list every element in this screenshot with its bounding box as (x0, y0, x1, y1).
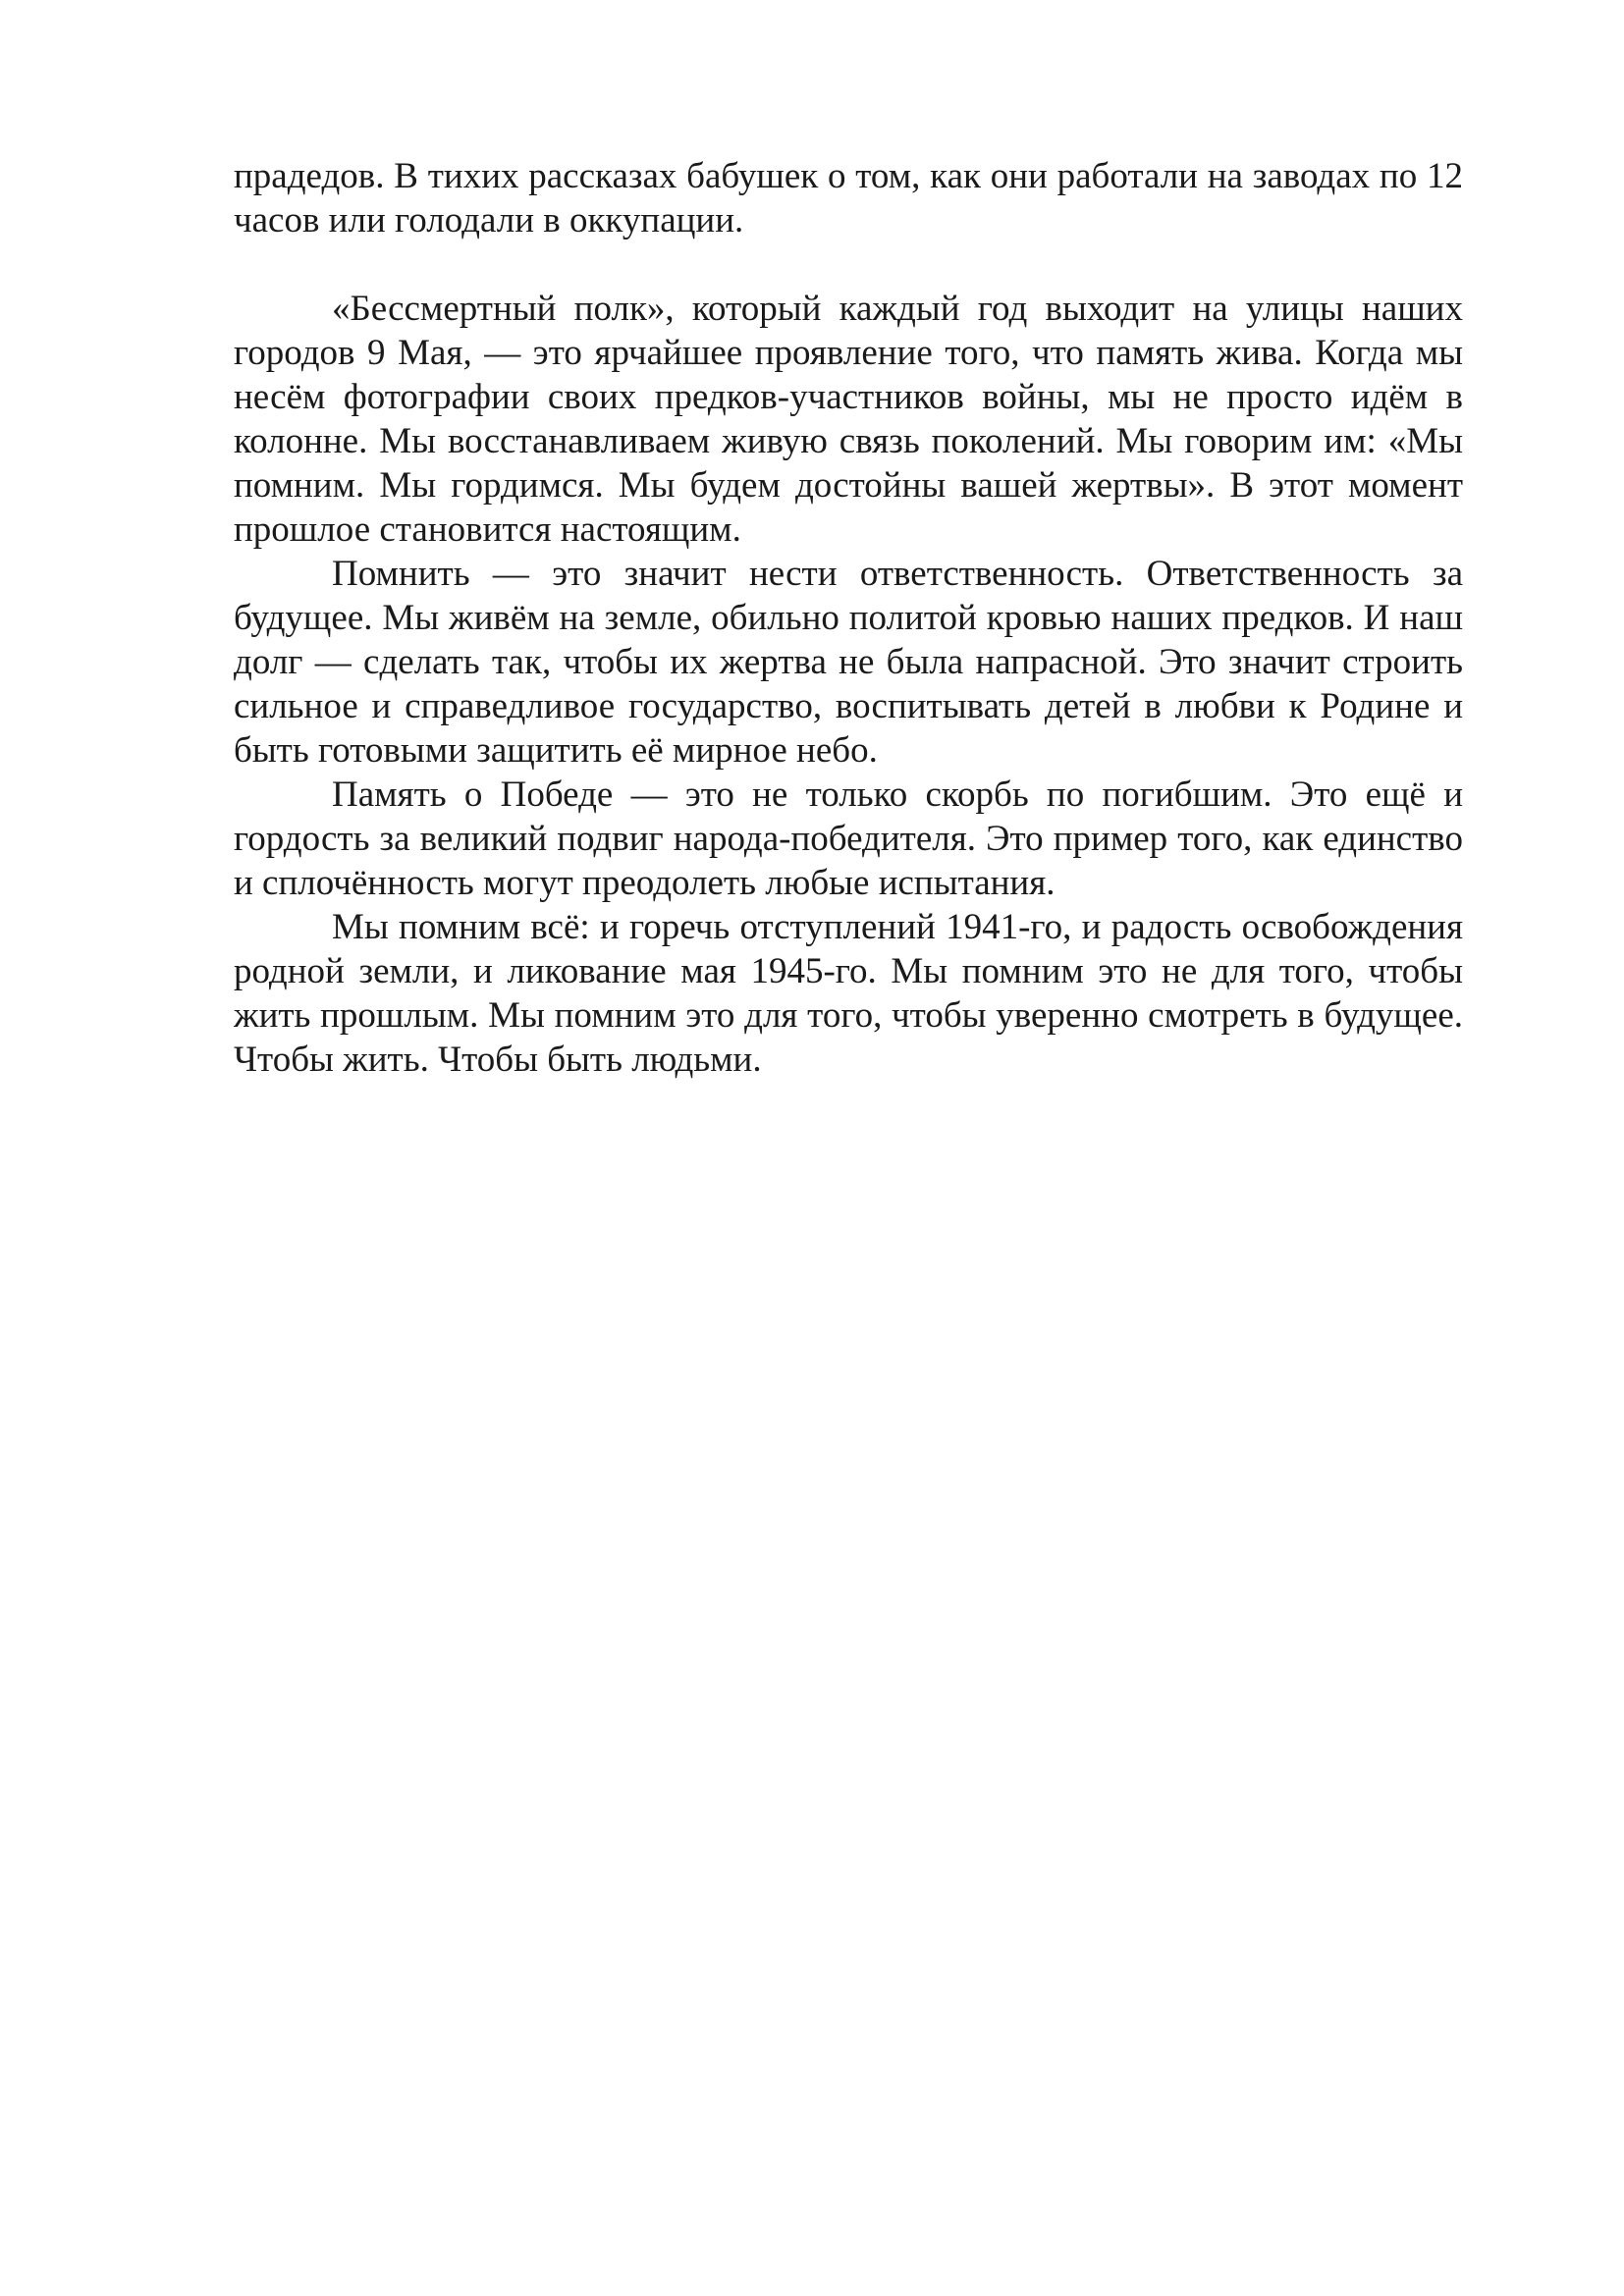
paragraph-continuation: прадедов. В тихих рассказах бабушек о том, как они работали на заводах по 12 часов или голодали в оккупации. (234, 156, 1463, 240)
paragraph-we-remember: Мы помним всё: и горечь отступлений 1941-го, и радость освобождения родной земли, и ликование мая 1945-го. Мы помним это не для того, чтобы жить прошлым. Мы помним это для того, чтобы уверенно смотреть в будущее. Чтобы жить. Чтобы быть людьми. (234, 907, 1463, 1080)
paragraph-immortal-regiment: «Бессмертный полк», который каждый год выходит на улицы наших городов 9 Мая, — это ярчайшее проявление того, что память жива. Когда мы несём фотографии своих предков-участников войны, мы не просто идём в колонне. Мы восстанавливаем живую связь поколений. Мы говорим им: «Мы помним. Мы гордимся. Мы будем достойны вашей жертвы». В этот момент прошлое становится настоящим. (234, 289, 1463, 550)
document-body (234, 154, 1463, 1082)
paragraph-responsibility: Помнить — это значит нести ответственность. Ответственность за будущее. Мы живём на земле, обильно политой кровью наших предков. И наш долг — сделать так, чтобы их жертва не была напрасной. Это значит строить сильное и справедливое государство, воспитывать детей в любви к Родине и быть готовыми защитить её мирное небо. (234, 554, 1463, 771)
paragraph-victory-memory: Память о Победе — это не только скорбь по погибшим. Это ещё и гордость за великий подвиг народа-победителя. Это пример того, как единство и сплочённость могут преодолеть любые испытания. (234, 774, 1463, 903)
